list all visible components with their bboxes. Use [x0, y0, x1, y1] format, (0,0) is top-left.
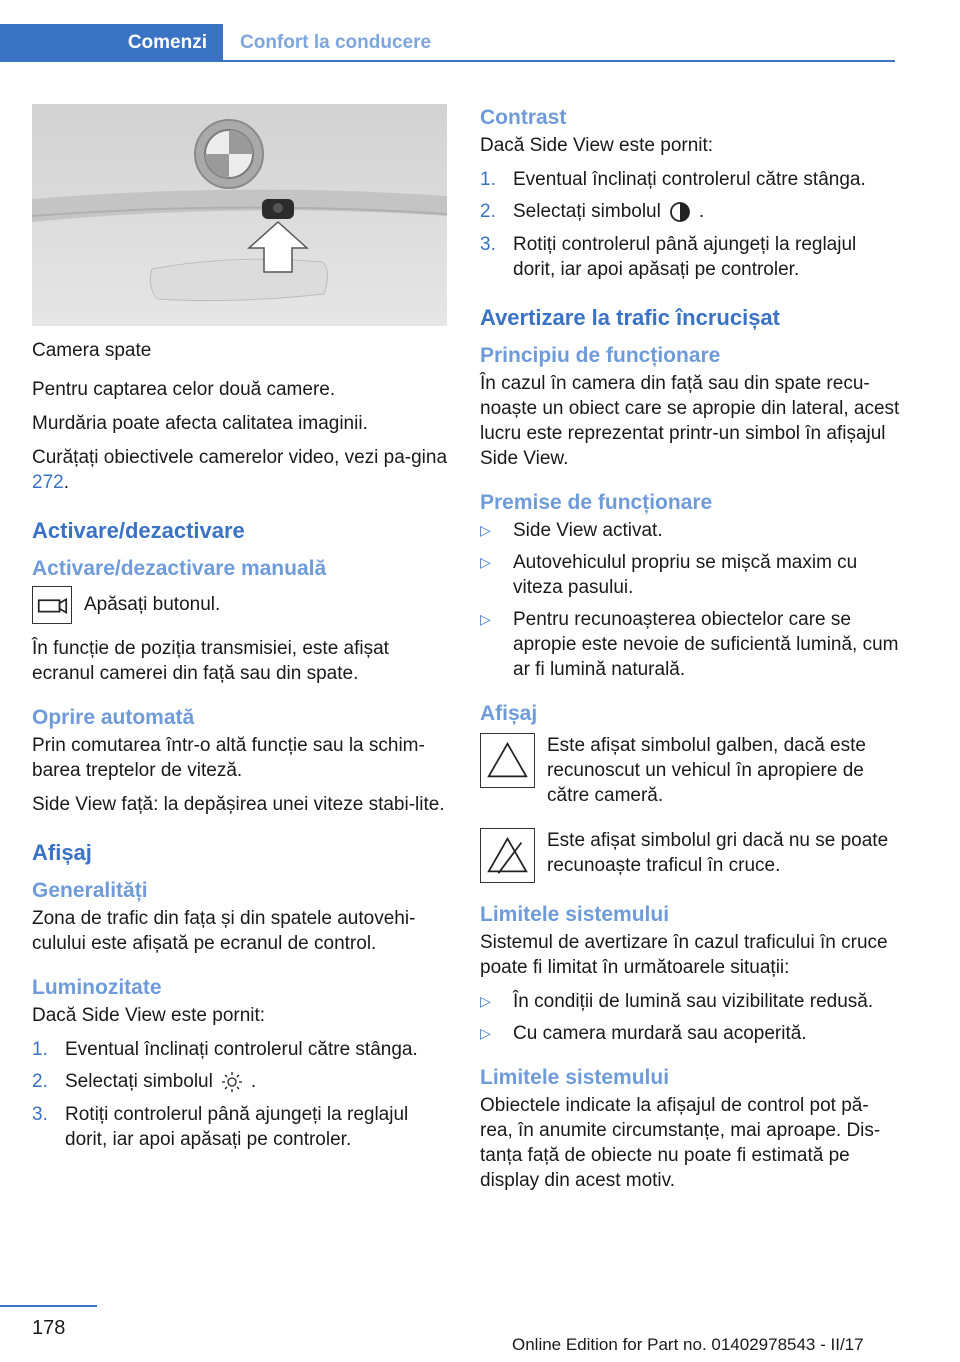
heading-activare: Activare/dezactivare — [32, 518, 245, 543]
paragraph: În funcție de poziția transmisiei, este afișat ecranul camerei din față sau din spate. — [32, 638, 389, 684]
list-item: ▷ Side View activat. — [480, 520, 663, 541]
yellow-symbol-row — [480, 733, 900, 808]
paragraph: Prin comutarea într-o altă funcție sau la schim‐barea treptelor de viteză. — [32, 735, 425, 781]
heading-premise: Premise de funcționare — [480, 491, 713, 514]
list-item: ▷ Cu camera murdară sau acoperită. — [480, 1023, 807, 1044]
press-button-text: Apăsați butonul. — [84, 594, 221, 615]
heading-afisaj-right: Afișaj — [480, 702, 538, 725]
premise-list — [480, 518, 900, 682]
paragraph: În cazul în camera din față sau din spate recu‐noaște un obiect care se apropie din lateral, acest lucru este reprezentat printr-un simbol în afișajul Side View. — [480, 373, 900, 469]
list-item: ▷ Autovehiculul propriu se mișcă maxim cu viteza pasului. — [480, 552, 858, 598]
paragraph: Side View față: la depășirea unei viteze stabi‐lite. — [32, 794, 445, 815]
list-item: 2. Selectați simbolul . — [32, 1069, 452, 1095]
paragraph: Sistemul de avertizare în cazul traficului în cruce poate fi limitat în următoarele situații: — [480, 932, 888, 978]
page-link-272[interactable]: 272 — [32, 472, 64, 493]
list-item: 1. Eventual înclinați controlerul către stânga. — [480, 169, 866, 190]
heading-luminozitate: Luminozitate — [32, 976, 162, 999]
heading-activare-manuala: Activare/dezactivare manuală — [32, 557, 327, 580]
paragraph: Obiectele indicate la afișajul de control pot pă‐rea, în anumite circumstanțe, mai aproape. Dis‐tanța față de obiecte nu poate fi estimată pe display din acest motiv. — [480, 1095, 881, 1191]
contrast-icon — [667, 199, 693, 225]
tab-confort-la-conducere[interactable]: Confort la conducere — [240, 32, 432, 53]
paragraph: Este afișat simbolul galben, dacă este recunoscut un vehicul în apropiere de către cameră. — [547, 735, 866, 806]
warning-triangle-icon — [480, 733, 535, 788]
right-column — [480, 104, 900, 1202]
heading-contrast: Contrast — [480, 106, 567, 129]
crossed-warning-triangle-icon — [480, 828, 535, 883]
limitele-list — [480, 989, 900, 1046]
heading-afisaj: Afișaj — [32, 840, 92, 865]
heading-generalitati: Generalități — [32, 879, 148, 902]
list-item: 1. Eventual înclinați controlerul către stânga. — [32, 1039, 418, 1060]
edition-footer: Online Edition for Part no. 01402978543 - II/17 — [512, 1335, 864, 1354]
luminozitate-steps — [32, 1037, 452, 1152]
bullet-triangle-icon: ▷ — [480, 522, 491, 538]
paragraph: Este afișat simbolul gri dacă nu se poate recunoaște traficul în cruce. — [547, 830, 889, 876]
bullet-triangle-icon: ▷ — [480, 554, 491, 570]
paragraph-cleaning: Curățați obiectivele camerelor video, vezi pa‐gina 272. — [32, 447, 448, 493]
brightness-icon — [219, 1069, 245, 1095]
bullet-triangle-icon: ▷ — [480, 993, 491, 1009]
paragraph: Dacă Side View este pornit: — [480, 135, 714, 156]
footer-divider — [0, 1305, 97, 1307]
list-item: 2. Selectați simbolul . — [480, 199, 900, 225]
rear-camera-photo — [32, 104, 447, 326]
chapter-tab-bar — [0, 24, 895, 62]
contrast-steps — [480, 167, 900, 282]
heading-oprire-automata: Oprire automată — [32, 706, 195, 729]
paragraph: Zona de trafic din fața și din spatele autovehi‐culului este afișată pe ecranul de control. — [32, 908, 416, 954]
heading-avertizare: Avertizare la trafic încrucișat — [480, 305, 780, 330]
paragraph: Dacă Side View este pornit: — [32, 1005, 266, 1026]
heading-principiu: Principiu de funcționare — [480, 344, 721, 367]
gray-symbol-row — [480, 828, 900, 883]
list-item: ▷ Pentru recunoașterea obiectelor care se apropie este nevoie de suficientă lumină, cum ar fi lumină naturală. — [480, 609, 899, 680]
photo-caption: Camera spate — [32, 340, 152, 361]
list-item: 3. Rotiți controlerul până ajungeți la reglajul dorit, iar apoi apăsați pe controler. — [480, 234, 857, 280]
paragraph: Pentru captarea celor două camere. — [32, 379, 336, 400]
tab-comenzi[interactable]: Comenzi — [0, 24, 223, 62]
heading-limitele-2: Limitele sistemului — [480, 1066, 670, 1089]
camera-button-icon — [32, 586, 72, 624]
heading-limitele-1: Limitele sistemului — [480, 903, 670, 926]
page-number: 178 — [32, 1317, 66, 1339]
list-item: 3. Rotiți controlerul până ajungeți la reglajul dorit, iar apoi apăsați pe controler. — [32, 1104, 409, 1150]
camera-button-row — [32, 592, 452, 624]
bullet-triangle-icon: ▷ — [480, 611, 491, 627]
bullet-triangle-icon: ▷ — [480, 1025, 491, 1041]
left-column — [32, 104, 452, 1162]
paragraph: Murdăria poate afecta calitatea imaginii. — [32, 413, 368, 434]
list-item: ▷ În condiții de lumină sau vizibilitate redusă. — [480, 991, 874, 1012]
